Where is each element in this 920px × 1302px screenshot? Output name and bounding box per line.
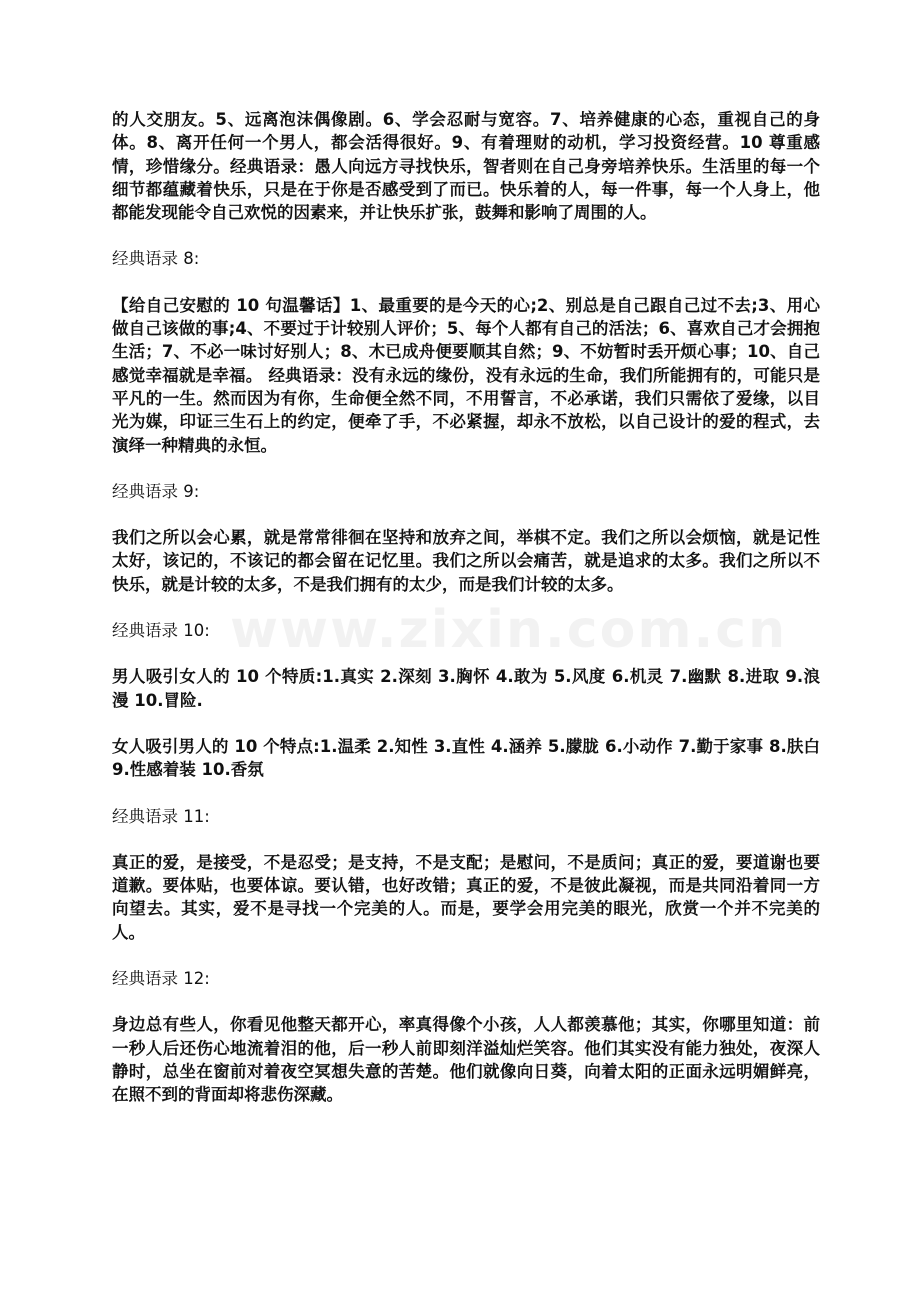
document-body xyxy=(112,108,820,1130)
paragraph: 真正的爱，是接受，不是忍受；是支持，不是支配；是慰问，不是质问；真正的爱，要道谢也要道歉。要体贴，也要体谅。要认错，也好改错；真正的爱，不是彼此凝视，而是共同沿着同一方向望去。其实，爱不是寻找一个完美的人。而是，要学会用完美的眼光，欣赏一个并不完美的人。 xyxy=(112,852,820,942)
paragraph: 女人吸引男人的 10 个特点:1.温柔 2.知性 3.直性 4.涵养 5.朦胧 6.小动作 7.勤于家事 8.肤白 9.性感着装 10.香氛 xyxy=(112,736,820,780)
section-heading: 经典语录 8: xyxy=(112,249,200,269)
paragraph: 我们之所以会心累，就是常常徘徊在坚持和放弃之间，举棋不定。我们之所以会烦恼，就是记性太好，该记的，不该记的都会留在记忆里。我们之所以会痛苦，就是追求的太多。我们之所以不快乐，就是计较的太多，不是我们拥有的太少，而是我们计较的太多。 xyxy=(112,528,820,594)
paragraph: 男人吸引女人的 10 个特质:1.真实 2.深刻 3.胸怀 4.敢为 5.风度 6.机灵 7.幽默 8.进取 9.浪漫 10.冒险. xyxy=(112,667,820,710)
paragraph: 【给自己安慰的 10 句温馨话】1、最重要的是今天的心;2、别总是自己跟自己过不去;3、用心做自己该做的事;4、不要过于计较别人评价；5、每个人都有自己的活法；6、喜欢自己才会拥抱生活；7、不必一味讨好别人；8、木已成舟便要顺其自然；9、不妨暂时丢开烦心事；10、自己感觉幸福就是幸福。 经典语录：没有永远的缘份，没有永远的生命，我们所能拥有的，可能只是平凡的一生。然而因为有你，生命便全然不同，不用誓言，不必承诺，我们只需依了爱缘，以目光为媒，印证三生石上的约定，便牵了手，不必紧握，却永不放松，以自己设计的爱的程式，去演绎一种精典的永恒。 xyxy=(112,295,820,455)
section-heading: 经典语录 9: xyxy=(112,481,200,501)
paragraph: 的人交朋友。5、远离泡沫偶像剧。6、学会忍耐与宽容。7、培养健康的心态，重视自己的身体。8、离开任何一个男人，都会活得很好。9、有着理财的动机，学习投资经营。10 尊重感情，珍惜缘分。经典语录：愚人向远方寻找快乐，智者则在自己身旁培养快乐。生活里的每一个细节都蕴藏着快乐，只是在于你是否感受到了而已。快乐着的人，每一件事，每一个人身上，他都能发现能令自己欢悦的因素来，并让快乐扩张，鼓舞和影响了周围的人。 xyxy=(112,110,820,223)
section-heading: 经典语录 12: xyxy=(112,969,210,989)
section-heading: 经典语录 11: xyxy=(112,806,210,826)
section-heading: 经典语录 10: xyxy=(112,621,210,641)
watermark-text: www.zixin.com.cn xyxy=(230,600,788,660)
paragraph: 身边总有些人，你看见他整天都开心，率真得像个小孩，人人都羡慕他；其实，你哪里知道：前一秒人后还伤心地流着泪的他，后一秒人前即刻洋溢灿烂笑容。他们其实没有能力独处，夜深人静时，总坐在窗前对着夜空冥想失意的苦楚。他们就像向日葵，向着太阳的正面永远明媚鲜亮，在照不到的背面却将悲伤深藏。 xyxy=(112,1015,820,1105)
